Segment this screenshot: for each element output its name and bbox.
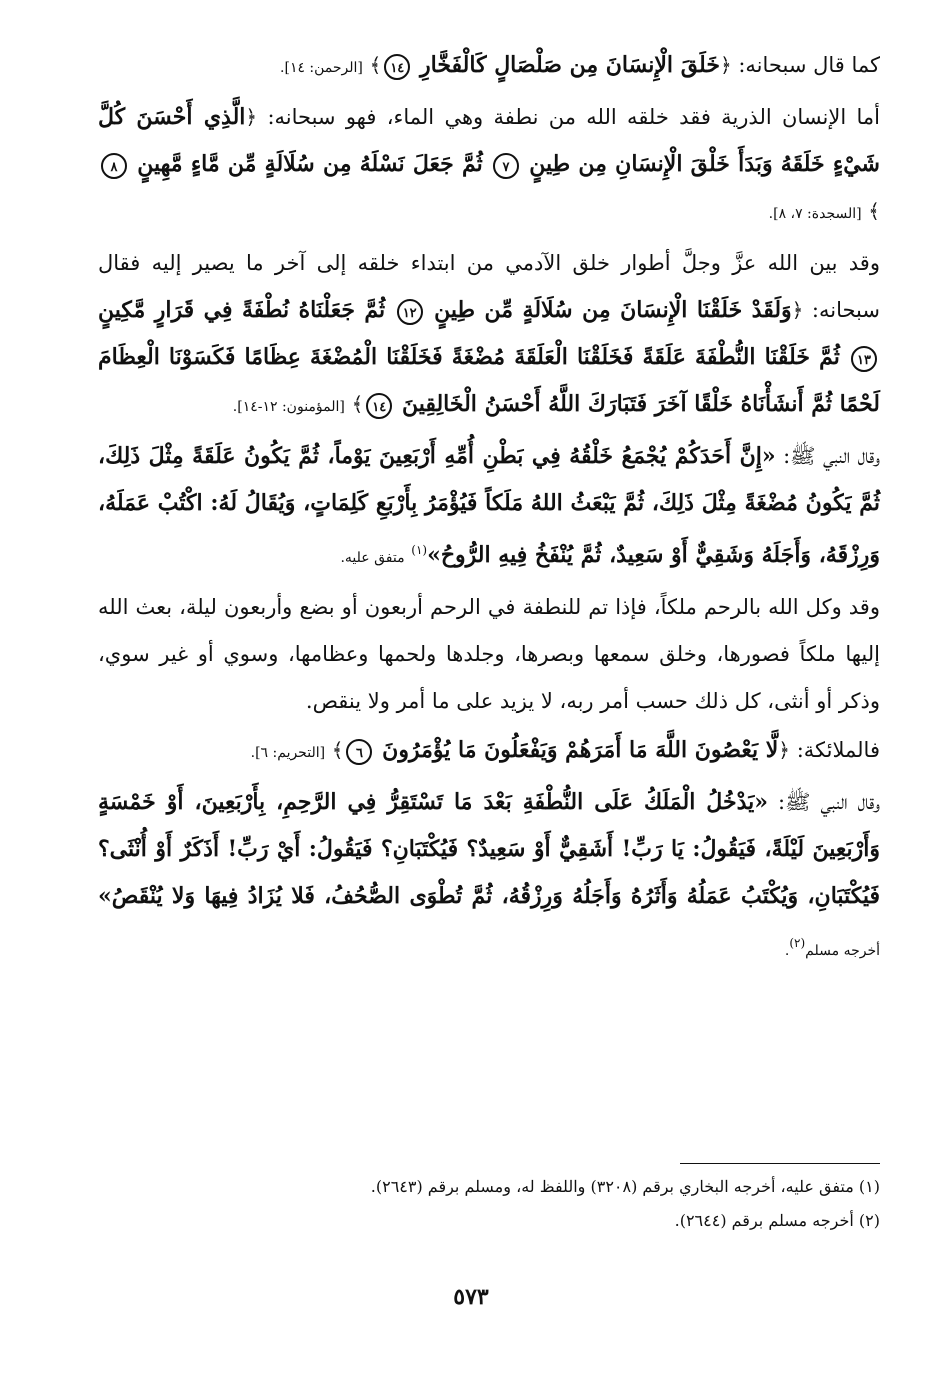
intro-text: أما الإنسان الذرية فقد خلقه الله من نطفة وهي الماء، فهو سبحانه:: [267, 105, 881, 129]
brace-open: ﴿: [791, 298, 804, 322]
brace-open: ﴿: [245, 105, 258, 129]
brace-close: ﴾: [331, 738, 344, 762]
paragraph-4: [98, 433, 880, 582]
intro-text: فالملائكة:: [796, 738, 880, 762]
ayah-number: ٦: [346, 739, 372, 765]
verse-reference: [السجدة: ٧، ٨].: [768, 206, 862, 222]
hadith-text: «يَدْخُلُ الْمَلَكُ عَلَى النُّطْفَةِ بَعْدَ مَا تَسْتَقِرُّ فِي الرَّحِمِ، بِأَرْبَعِينَ، أَوْ خَمْسَةٍ وَأَرْبَعِينَ لَيْلَةً، فَيَقُولُ: يَا رَبِّ! أَشَقِيٌّ أَوْ سَعِيدٌ؟ فَيُكْتَبَانِ؟ فَيَقُولُ: أَيْ رَبِّ! أَذَكَرٌ أَوْ أُنْثَى؟ فَيُكْتَبَانِ، وَيُكْتَبُ عَمَلُهُ وَأَثَرُهُ وَأَجَلُهُ وَرِزْقُهُ، ثُمَّ تُطْوَى الصُّحُفُ، فَلا يُزَادُ فِيهَا وَلا يُنْقَصُ»: [98, 789, 880, 909]
hadith-source: متفق عليه.: [340, 550, 405, 566]
footnote-marker[interactable]: (١): [411, 543, 428, 557]
brace-close: ﴾: [351, 392, 364, 416]
hadith-source: أخرجه مسلم: [805, 943, 880, 959]
hadith-text: «إِنَّ أَحَدَكُمْ يُجْمَعُ خَلْقُهُ فِي بَطْنِ أُمِّهِ أَرْبَعِينَ يَوْماً، ثُمَّ يَكُونُ عَلَقَةً مِثْلَ ذَلِكَ، ثُمَّ يَكُونُ مُضْغَةً مِثْلَ ذَلِكَ، ثُمَّ يَبْعَثُ اللهُ مَلَكاً فَيُؤْمَرُ بِأَرْبَعِ كَلِمَاتٍ، وَيُقَالُ لَهُ: اكْتُبْ عَمَلَهُ، وَرِزْقَهُ، وَأَجَلَهُ وَشَقِيٌّ أَوْ سَعِيدٌ، ثُمَّ يُنْفَخُ فِيهِ الرُّوحُ»: [98, 443, 880, 568]
footnote-marker[interactable]: (٢): [789, 936, 806, 950]
paragraph-1: [98, 42, 880, 92]
brace-close: ﴾: [369, 53, 382, 77]
verse-reference: [الرحمن: ١٤].: [280, 60, 363, 76]
quran-verse: وَلَقَدْ خَلَقْنَا الْإِنسَانَ مِن سُلَالَةٍ مِّن طِينٍ: [434, 297, 792, 323]
ayah-number: ١٤: [366, 393, 392, 419]
paragraph-6: [98, 727, 880, 777]
page-number: ٥٧٣: [453, 1284, 489, 1310]
page-body: [98, 42, 880, 975]
brace-open: ﴿: [719, 53, 732, 77]
paragraph-2: [98, 94, 880, 238]
brace-close: ﴾: [868, 199, 880, 223]
quran-verse: ثُمَّ خَلَقْنَا النُّطْفَةَ عَلَقَةً فَخَلَقْنَا الْعَلَقَةَ مُضْغَةً فَخَلَقْنَا الْمُضْغَةَ عِظَامًا فَكَسَوْنَا الْعِظَامَ لَحْمًا ثُمَّ أَنشَأْنَاهُ خَلْقًا آخَرَ فَتَبَارَكَ اللَّهُ أَحْسَنُ الْخَالِقِينَ: [98, 344, 880, 417]
quran-verse: ثُمَّ جَعَلْنَاهُ نُطْفَةً فِي قَرَارٍ مَّكِينٍ: [98, 297, 386, 323]
brace-open: ﴿: [778, 738, 791, 762]
body-text: وقد وكل الله بالرحم ملكاً، فإذا تم للنطفة في الرحم أربعون أو بضع وأربعون ليلة، بعث الله إليها ملكاً فصورها، وخلق سمعها وبصرها، وجلدها ولحمها وعظامها، وسوي أو غير سوي، وذكر أو أنثى، كل ذلك حسب أمر ربه، لا يزيد على ما أمر ولا ينقص.: [98, 595, 880, 713]
paragraph-3: [98, 240, 880, 431]
sentence-end: .: [784, 943, 790, 959]
footnotes: [98, 1160, 880, 1238]
intro-text: كما قال سبحانه:: [738, 53, 880, 77]
verse-reference: [المؤمنون: ١٢-١٤].: [232, 399, 345, 415]
paragraph-5: [98, 584, 880, 725]
ayah-number: ١٢: [397, 299, 423, 325]
quran-verse: الَّذِي أَحْسَنَ كُلَّ شَيْءٍ خَلَقَهُ وَبَدَأَ خَلْقَ الْإِنسَانِ مِن طِينٍ: [98, 104, 880, 177]
paragraph-7: [98, 779, 880, 975]
verse-reference: [التحريم: ٦].: [250, 745, 326, 761]
intro-text: وقد بين الله عزَّ وجلَّ أطوار خلق الآدمي من ابتداء خلقه إلى آخر ما يصير إليه فقال سبحانه:: [98, 251, 880, 322]
ayah-number: ١٤: [384, 54, 410, 80]
ayah-number: ١٣: [851, 346, 877, 372]
intro-text: وقال النبي ﷺ:: [778, 790, 881, 814]
footnote-1: (١) متفق عليه، أخرجه البخاري برقم (٣٢٠٨) واللفظ له، ومسلم برقم (٢٦٤٣).: [370, 1177, 880, 1196]
quran-verse: لَّا يَعْصُونَ اللَّهَ مَا أَمَرَهُمْ وَيَفْعَلُونَ مَا يُؤْمَرُونَ: [382, 737, 779, 763]
quran-verse: خَلَقَ الْإِنسَانَ مِن صَلْصَالٍ كَالْفَخَّارِ: [420, 52, 720, 78]
footnote-2: (٢) أخرجه مسلم برقم (٢٦٤٤).: [674, 1211, 880, 1230]
ayah-number: ٧: [493, 153, 519, 179]
ayah-number: ٨: [101, 153, 127, 179]
intro-text: وقال النبي ﷺ:: [783, 444, 880, 468]
quran-verse: ثُمَّ جَعَلَ نَسْلَهُ مِن سُلَالَةٍ مِّن مَّاءٍ مَّهِينٍ: [137, 151, 483, 177]
